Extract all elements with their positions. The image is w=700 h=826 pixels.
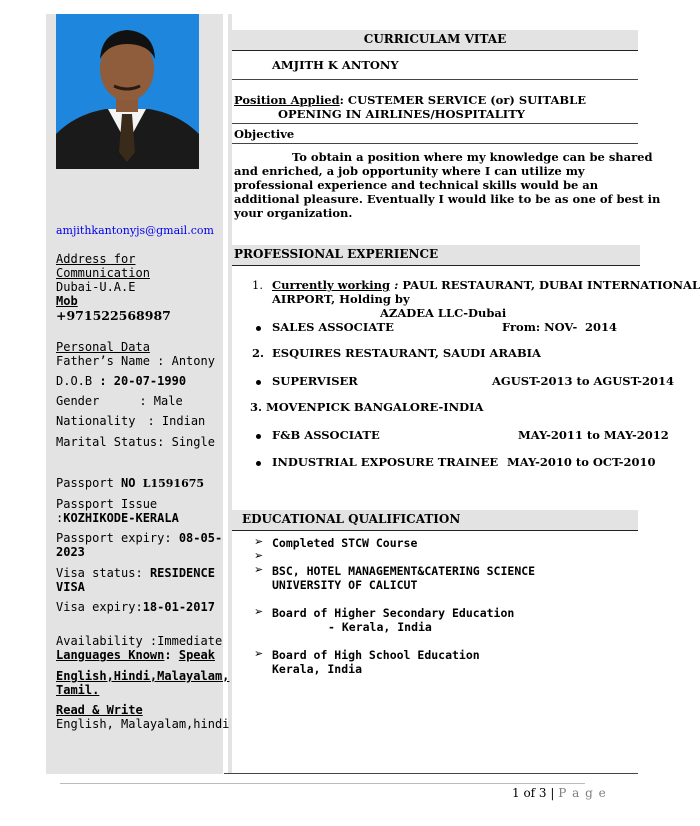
languages-label: Languages Known: Speak [56, 648, 215, 662]
bullet-icon [256, 374, 261, 388]
passport-row: Passport NO L1591675 [56, 476, 205, 490]
nationality-row: Nationality : Indian [56, 414, 206, 428]
edu-2: BSC, HOTEL MANAGEMENT&CATERING SCIENCE [272, 564, 536, 578]
mob-number: +971522568987 [56, 308, 171, 323]
exp-2-title: ESQUIRES RESTAURANT, SAUDI ARABIA [272, 346, 541, 360]
arrow-bullet-icon: ➢ [254, 549, 264, 562]
objective-line-3: professional experience and technical skills would be an [234, 178, 599, 192]
objective-line-5: your organization. [234, 206, 353, 220]
bullet-icon [256, 455, 261, 469]
email-link[interactable]: amjithkantonyjs@gmail.com [56, 224, 214, 237]
page-title: CURRICULAM VITAE [232, 30, 638, 51]
position-rule [232, 123, 638, 124]
exp-3-role: F&B ASSOCIATE [272, 428, 380, 442]
passport-issue-label: Passport Issue [56, 497, 158, 511]
languages-list-2: Tamil. [56, 683, 100, 697]
availability: Availability :Immediate [56, 634, 223, 648]
dob-row: D.O.B : 20-07-1990 [56, 374, 187, 388]
objective-line-4: additional pleasure. Eventually I would like to be as one of best in [234, 192, 661, 206]
exp-2-num: 2. [252, 346, 265, 360]
visa-status: Visa status: RESIDENCE [56, 566, 215, 580]
exp-1-year: 2014 [585, 320, 618, 334]
exp-1-title: Currently working : PAUL RESTAURANT, DUBAI INTERNATIONAL [272, 278, 700, 292]
edu-4: Board of High School Education [272, 648, 480, 662]
header-rule [232, 79, 638, 80]
objective-rule [232, 143, 638, 144]
profile-photo [56, 14, 199, 169]
objective-line-1: To obtain a position where my knowledge can be shared [292, 150, 653, 164]
exp-2-role: SUPERVISER [272, 374, 358, 388]
father-name: Father’s Name : Antony [56, 354, 215, 368]
position-applied: Position Applied: CUSTEMER SERVICE (or) SUITABLE [234, 93, 586, 107]
exp-3-dates: MAY-2011 to MAY-2012 [518, 428, 669, 442]
experience-heading: PROFESSIONAL EXPERIENCE [232, 245, 640, 266]
address-label: Address for [56, 252, 136, 266]
address-label-2: Communication [56, 266, 150, 280]
edu-1: Completed STCW Course [272, 536, 418, 550]
objective-heading: Objective [234, 127, 295, 141]
education-heading: EDUCATIONAL QUALIFICATION [232, 510, 638, 531]
personal-data-label: Personal Data [56, 340, 150, 354]
objective-line-2: and enriched, a job opportunity where I can utilize my [234, 164, 585, 178]
visa-status-2: VISA [56, 580, 85, 594]
exp-2-dates: AGUST-2013 to AGUST-2014 [492, 374, 675, 388]
read-write-value: English, Malayalam,hindi [56, 717, 230, 731]
edu-2-university: UNIVERSITY OF CALICUT [272, 578, 418, 592]
exp-4-role: INDUSTRIAL EXPOSURE TRAINEE [272, 455, 499, 469]
passport-issue-value: :KOZHIKODE-KERALA [56, 511, 179, 525]
position-applied-2: OPENING IN AIRLINES/HOSPITALITY [278, 107, 525, 121]
arrow-bullet-icon: ➢ [254, 563, 264, 576]
exp-1-line-3: AZADEA LLC-Dubai [380, 306, 507, 320]
bottom-rule [224, 773, 638, 774]
mob-label: Mob [56, 294, 78, 308]
exp-1-role: SALES ASSOCIATE [272, 320, 394, 334]
visa-expiry: Visa expiry:18-01-2017 [56, 600, 215, 614]
footer-rule [60, 783, 585, 784]
passport-expiry-year: 2023 [56, 545, 85, 559]
exp-4-dates: MAY-2010 to OCT-2010 [507, 455, 656, 469]
candidate-name: AMJITH K ANTONY [272, 58, 399, 72]
bullet-icon [256, 428, 261, 442]
exp-1-line-2: AIRPORT, Holding by [272, 292, 410, 306]
passport-expiry: Passport expiry: 08-05- [56, 531, 223, 545]
arrow-bullet-icon: ➢ [254, 647, 264, 660]
arrow-bullet-icon: ➢ [254, 605, 264, 618]
read-write-label: Read & Write [56, 703, 143, 717]
exp-1-num: 1. [252, 278, 263, 292]
languages-list: English,Hindi,Malayalam, [56, 669, 230, 683]
column-divider [228, 14, 232, 774]
bullet-icon [256, 320, 261, 334]
address-value: Dubai-U.A.E [56, 280, 136, 294]
exp-1-from: From: NOV- [502, 320, 578, 334]
edu-3: Board of Higher Secondary Education [272, 606, 515, 620]
edu-4-place: Kerala, India [272, 662, 363, 676]
marital-status: Marital Status: Single [56, 435, 215, 449]
page-number: 1 of 3 | P a g e [512, 786, 607, 800]
arrow-bullet-icon: ➢ [254, 535, 264, 548]
exp-3-title: 3. MOVENPICK BANGALORE-INDIA [250, 400, 484, 414]
gender-row: Gender : Male [56, 394, 183, 408]
edu-3-place: - Kerala, India [328, 620, 432, 634]
